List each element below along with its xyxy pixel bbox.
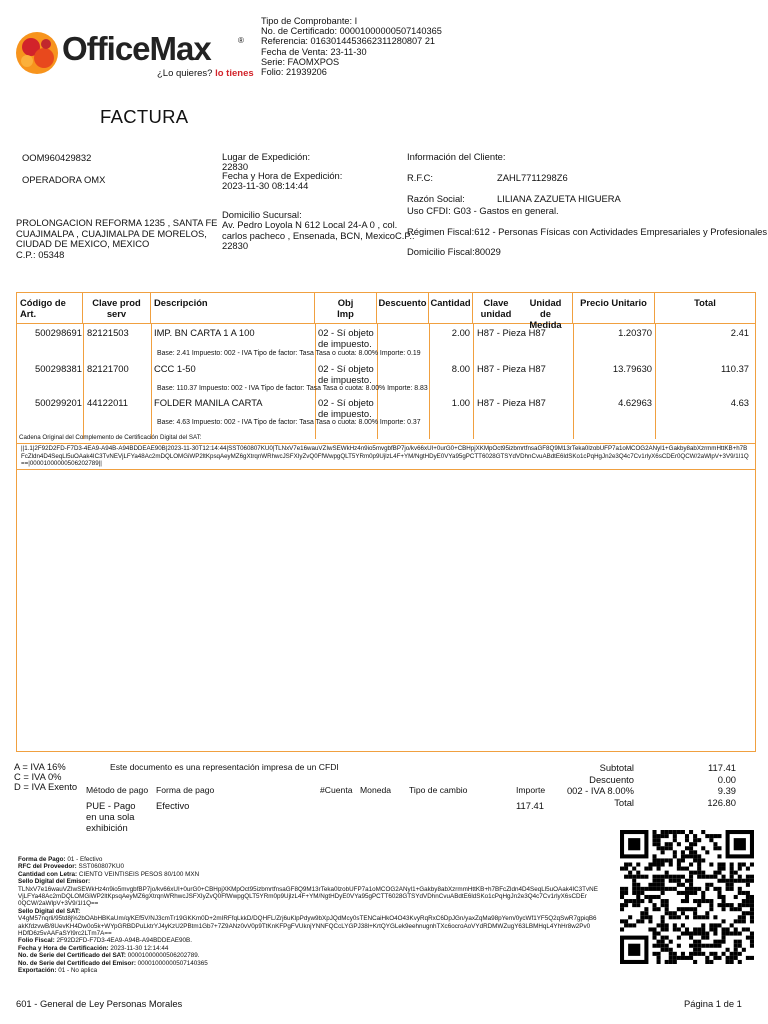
brand-name: OfficeMax xyxy=(62,30,211,67)
cliente-regimen: Régimen Fiscal:612 - Personas Físicas con Actividades Empresariales y Profesionales xyxy=(407,226,768,237)
tipo-comprobante: Tipo de Comprobante: I xyxy=(261,16,358,26)
pago-moneda-label: Moneda xyxy=(360,785,392,795)
fiscal-value: 2023-11-30 12:14:44 xyxy=(110,944,169,952)
th-total: Total xyxy=(694,297,716,308)
fiscal-line xyxy=(18,967,616,974)
sucursal-line: carlos pacheco , Ensenada, BCN, MexicoC.P.: xyxy=(222,229,415,241)
no-certificado: No. de Certificado: 00001000000507140365 xyxy=(261,26,442,37)
pago-cuenta-label: #Cuenta xyxy=(320,785,353,795)
pago-importe-label: Importe xyxy=(516,785,546,795)
cell-unidad: H87 - Pieza H87 xyxy=(477,327,546,338)
fiscal-key: Folio Fiscal: xyxy=(18,937,57,945)
cell-unidad: H87 - Pieza H87 xyxy=(477,397,546,408)
iva-legend xyxy=(14,762,77,792)
col-divider xyxy=(151,323,152,439)
chain-divider xyxy=(17,443,755,444)
fiscal-details xyxy=(18,856,616,975)
fiscal-value: 01 - Efectivo xyxy=(67,856,103,863)
fiscal-line xyxy=(18,871,616,878)
fecha-venta: Fecha de Venta: 23-11-30 xyxy=(261,46,367,57)
cell-total: 4.63 xyxy=(730,397,749,408)
cliente-razon-label: Razón Social: xyxy=(407,193,465,204)
fiscal-value: VjLFYa48Ac2mDQLOMGiWP2ltKpsqAeyMZ6gXtrqnWRhwcJSFXIyZvQ0FfWwpgQLT5YRm0p9UjlzL4F+YM/NgtHDyE0VYa95gPCTT6028GTSYdVDhnCvuABdtE6ldSKo1cPqHgJn2e3Q4c7Cv1rlyX6sCDEr xyxy=(18,893,587,901)
fecha-label: Fecha y Hora de Expedición: xyxy=(222,170,343,182)
legend-line: C = IVA 0% xyxy=(14,771,62,782)
fiscal-value: 2F92D2FD-F7D3-4EA9-A94B-A94BDDEAE90B. xyxy=(56,937,192,945)
brand-tagline: ¿Lo quieres? lo tienes xyxy=(157,68,254,79)
chain-label: Cadena Original del Complemento de Certificación Digital del SAT: xyxy=(19,434,202,441)
fiscal-line xyxy=(18,886,616,893)
total-row xyxy=(556,785,736,797)
cell-cantidad: 8.00 xyxy=(451,363,470,374)
total-value: 9.39 xyxy=(717,785,736,797)
cell-clave: 82121503 xyxy=(87,327,129,338)
pago-forma: Efectivo xyxy=(156,800,190,811)
footer-regimen: 601 - General de Ley Personas Morales xyxy=(16,998,183,1009)
sucursal-line: 22830 xyxy=(222,240,249,252)
th-clave: Clave prod serv xyxy=(83,293,151,323)
fiscal-key: Cantidad con Letra: xyxy=(18,870,79,878)
fiscal-key: Sello Digital del Emisor: xyxy=(18,878,91,886)
th-descripcion: Descripción xyxy=(151,293,315,323)
sucursal-block xyxy=(222,210,415,252)
fiscal-line xyxy=(18,937,616,944)
fecha-value: 2023-11-30 08:14:44 xyxy=(222,179,309,191)
cell-codigo: 500298691 xyxy=(35,327,82,338)
cliente-uso: Uso CFDI: G03 - Gastos en general. xyxy=(407,205,559,216)
cell-desc: IMP. BN CARTA 1 A 100 xyxy=(154,327,255,338)
pago-forma-label: Forma de pago xyxy=(156,785,215,795)
cell-obj: 02 - Sí objeto de impuesto. xyxy=(318,327,374,349)
expedicion-block xyxy=(222,152,342,190)
cell-cantidad: 1.00 xyxy=(451,397,470,408)
cliente-rfc-label: R.F.C: xyxy=(407,172,434,183)
disclaimer: Este documento es una representación impresa de un CFDI xyxy=(110,762,339,772)
folio: Folio: 21939206 xyxy=(261,67,327,78)
fiscal-key: Sello Digital del SAT: xyxy=(18,907,81,915)
doc-title: FACTURA xyxy=(100,106,189,127)
cell-obj: 02 - Sí objeto de impuesto. xyxy=(318,363,374,385)
sucursal-line: Av. Pedro Loyola N 612 Local 24-A 0 , col. xyxy=(222,219,398,231)
fiscal-value: TLNxV7e16wauVZIwSEWkHz4n9io5mvgbfBP7jo/kv66xUI+0urG0+CBHpjXKMpOct95izbmrtfnsaGF8Q9M13rTeka0lzobUFP7a1oMCOG2ANyl1+Gakby8abXzrmmHttKB+h7BFcZldn4D4SeqLl5uOAak4IC3TvNE xyxy=(18,885,598,893)
fiscal-value: 0QCW/2aWlpV+3V9/1I1Q== xyxy=(18,900,99,908)
qr-code-icon xyxy=(620,830,754,964)
cell-total: 2.41 xyxy=(730,327,749,338)
fiscal-value: 00001000000507140365 xyxy=(137,959,208,967)
emisor-name: OPERADORA OMX xyxy=(22,174,106,185)
cell-precio: 1.20370 xyxy=(618,327,652,338)
total-label: Subtotal xyxy=(599,762,634,773)
fiscal-value: CIENTO VEINTISEIS PESOS 80/100 MXN xyxy=(78,870,200,878)
total-label: Total xyxy=(614,796,634,808)
fiscal-key: No. de Serie del Certificado del Emisor: xyxy=(18,959,138,967)
cell-unidad: H87 - Pieza H87 xyxy=(477,363,546,374)
sucursal-label: Domicilio Sucursal: xyxy=(222,209,302,220)
cell-precio: 13.79630 xyxy=(612,363,652,374)
total-value: 0.00 xyxy=(717,773,736,785)
emisor-rfc: OOM960429832 xyxy=(22,152,92,163)
fiscal-line xyxy=(18,908,616,915)
pago-importe: 117.41 xyxy=(516,800,544,811)
brand-reg: ® xyxy=(238,36,244,45)
totals-block xyxy=(556,762,736,808)
chain-value: ||1.1|2F92D2FD-F7D3-4EA9-A94B-A94BDDEAE90B|2023-11-30T12:14:44|SST060807KU0|TLNxV7e16wauVZIwSEWkHz4n9io5mvgbfBP7jo/kv66xUI+0urG0+CBHpjXKMpOct95izbmrtfnsaGF8Q9M13rTeka0lzobUFP7a1oMCOG2ANyl1+Gakby8abXzrmmHttKB+h7BFcZldn4D4SeqLl5uOAak4IC3TvNEVjLFYa48Ac2mDQLOMGiWP2ltKpsqAeyMZ6gXtrqnWRhwcJSFXIyZvQ0FfWwpgQLT5YRm0p9UjlzL4F+YM/NgtHDyE0VYa95gPCTT6028GTSYdVDhnCvuABdtE6ldSKo1cPqHgJn2e3Q4c7Cv1rlyX6sCDEr0QCW/2aWlpV+3V9/1I1Q==|00001000000506202789|| xyxy=(21,445,749,468)
th-unidad-medida: Unidad de Medida xyxy=(519,293,573,323)
th-precio: Precio Unitario xyxy=(573,293,655,323)
fiscal-line xyxy=(18,915,616,922)
cell-tax-detail: Base: 2.41 Impuesto: 002 - IVA Tipo de factor: Tasa Tasa o cuota: 8.00% Importe: 0.19 xyxy=(157,350,421,357)
cell-cantidad: 2.00 xyxy=(451,327,470,338)
cell-obj: 02 - Sí objeto de impuesto. xyxy=(318,397,374,419)
items-table xyxy=(16,292,756,752)
fiscal-line xyxy=(18,863,616,870)
total-row xyxy=(556,762,736,774)
total-value: 126.80 xyxy=(707,796,736,808)
cell-clave: 82121700 xyxy=(87,363,129,374)
col-divider xyxy=(573,323,574,439)
total-label: 002 - IVA 8.00% xyxy=(566,785,634,797)
fiscal-key: Forma de Pago: xyxy=(18,856,68,863)
fiscal-line xyxy=(18,930,616,937)
fiscal-line xyxy=(18,923,616,930)
table-header xyxy=(17,293,755,330)
chain-divider xyxy=(17,469,755,470)
pago-tipo-label: Tipo de cambio xyxy=(409,785,468,795)
header-info xyxy=(261,16,442,77)
fiscal-key: No. de Serie del Certificado del SAT: xyxy=(18,952,128,960)
cell-precio: 4.62963 xyxy=(618,397,652,408)
col-divider xyxy=(429,323,430,439)
emisor-address-line: C.P.: 05348 xyxy=(16,248,65,260)
emisor-address-line: CIUDAD DE MEXICO, MEXICO xyxy=(16,238,150,249)
total-value: 117.41 xyxy=(708,762,736,773)
cell-clave: 44122011 xyxy=(87,397,129,408)
col-divider xyxy=(473,323,474,439)
fiscal-line xyxy=(18,960,616,967)
total-row xyxy=(556,774,736,786)
fiscal-line xyxy=(18,900,616,907)
fiscal-key: RFC del Proveedor: xyxy=(18,863,79,871)
fiscal-value: HDfD6z5vAAFaSYl9rc2LTm7A== xyxy=(18,930,112,938)
th-codigo: Código de Art. xyxy=(17,293,83,323)
pago-metodo-label: Método de pago xyxy=(86,785,149,795)
fiscal-key: Fecha y Hora de Certificación: xyxy=(18,944,111,952)
officemax-logo xyxy=(12,28,257,84)
cliente-title: Información del Cliente: xyxy=(407,151,506,162)
cell-tax-detail: Base: 4.63 Impuesto: 002 - IVA Tipo de factor: Tasa Tasa o cuota: 8.00% Importe: 0.37 xyxy=(157,419,421,426)
emisor-address-line: CUAJIMALPA , CUAJIMALPA DE MORELOS, xyxy=(16,227,207,239)
col-divider xyxy=(655,323,656,439)
lugar-value: 22830 xyxy=(222,160,249,172)
serie: Serie: FAOMXPOS xyxy=(261,56,340,67)
th-cantidad: Cantidad xyxy=(429,293,473,323)
fiscal-line xyxy=(18,856,616,863)
cell-desc: CCC 1-50 xyxy=(154,363,196,374)
cell-codigo: 500298381 xyxy=(35,363,82,374)
legend-line: D = IVA Exento xyxy=(14,781,78,792)
cell-total: 110.37 xyxy=(721,363,749,374)
footer-page: Página 1 de 1 xyxy=(684,998,742,1009)
emisor-address xyxy=(16,218,217,260)
th-obj: Obj Imp xyxy=(315,293,377,323)
cell-codigo: 500299201 xyxy=(35,397,82,408)
fiscal-key: Exportación: xyxy=(18,967,59,975)
emisor-address-line: PROLONGACION REFORMA 1235 , SANTA FE xyxy=(16,217,218,228)
lugar-label: Lugar de Expedición: xyxy=(222,151,311,162)
fiscal-value: akKfdzvwB/8UevKH4Dw0o5k+WYpGRBDPuLktrYJ4yKzU2PBtm1Gb7+7Z9ANz0vV0p9TtKnKFPgFVUknjYNNFQCcLYGPJ38l+KrtQYGLek9eehnugnhTXc6ocroAoVYdRDMWZugY63LBMHqL4YhHr8w2Pv0 xyxy=(18,922,591,930)
pago-metodo: PUE - Pago en una sola exhibición xyxy=(86,800,136,833)
fiscal-value: V4gM57nqrli/95td8j%2bOAbHBKaUm/q/KEf5V/NJ3cmTr19GKKm0D+2mIRFfqLkkD/DQHFL/Zrj6uKlpPdyw9bXpJQdMcy0sTENCaiHkO4O43KvyRqRxC6DpJGn/yaxZqMa98pYem/0ycWf1YF5Q2qSwR7gpiqB6 xyxy=(18,915,597,923)
officemax-logo-icon xyxy=(12,30,62,76)
fiscal-line xyxy=(18,893,616,900)
cliente-domicilio: Domicilio Fiscal:80029 xyxy=(407,246,501,257)
legend-line: A = IVA 16% xyxy=(14,761,66,772)
cliente-razon: LILIANA ZAZUETA HIGUERA xyxy=(497,193,621,204)
cell-desc: FOLDER MANILA CARTA xyxy=(154,397,263,408)
fiscal-line xyxy=(18,945,616,952)
fiscal-value: 00001000000506202789. xyxy=(127,952,200,960)
cell-tax-detail: Base: 110.37 Impuesto: 002 - IVA Tipo de factor: Tasa Tasa o cuota: 8.00% Importe: 8.83 xyxy=(157,385,428,392)
referencia: Referencia: 0163014453662311280807 21 xyxy=(261,36,436,47)
fiscal-line xyxy=(18,952,616,959)
col-divider xyxy=(83,323,84,439)
total-row xyxy=(556,797,736,809)
fiscal-value: SST060807KU0 xyxy=(78,863,125,871)
fiscal-value: 01 - No aplica xyxy=(58,967,98,975)
th-descuento: Descuento xyxy=(377,293,429,323)
fiscal-line xyxy=(18,878,616,885)
th-clave-unidad: Clave unidad xyxy=(480,297,512,319)
total-label: Descuento xyxy=(589,773,634,785)
cliente-rfc: ZAHL7711298Z6 xyxy=(497,172,568,183)
